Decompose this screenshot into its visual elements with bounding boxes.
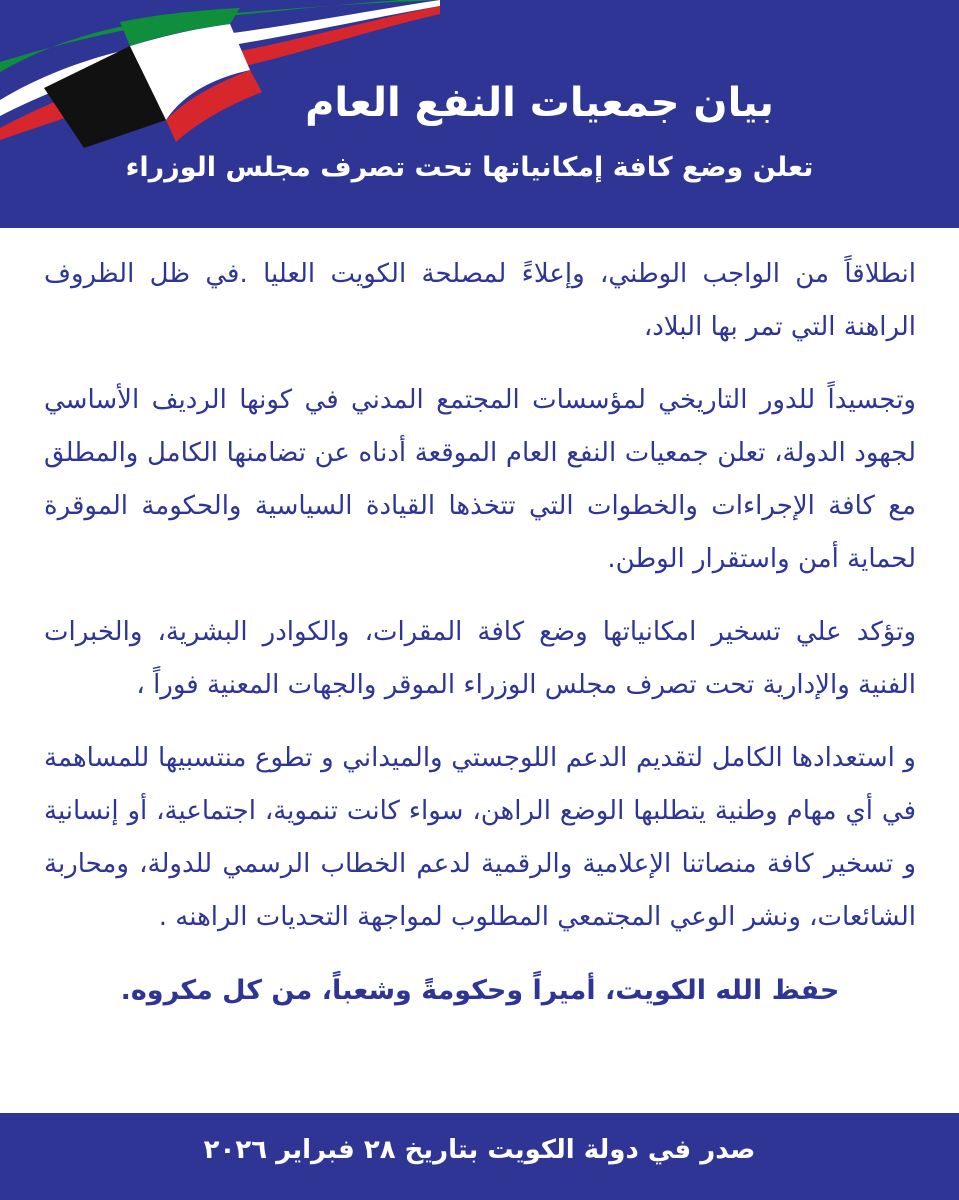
- statement-body: [44, 248, 916, 1108]
- paragraph-4: و استعدادها الكامل لتقديم الدعم اللوجستي والميداني و تطوع منتسبيها للمساهمة في أي مهام وطنية يتطلبها الوضع الراهن، سواء كانت تنموية، اجتماعية، أو إنسانية و تسخير كافة منصاتنا الإعلامية والرقمية لدعم الخطاب الرسمي للدولة، ومحاربة الشائعات، ونشر الوعي المجتمعي المطلوب لمواجهة التحديات الراهنه .: [44, 743, 916, 932]
- paragraph-2: وتجسيداً للدور التاريخي لمؤسسات المجتمع المدني في كونها الرديف الأساسي لجهود الدولة، تعلن جمعيات النفع العام الموقعة أدناه عن تضامنها الكامل والمطلق مع كافة الإجراءات والخطوات التي تتخذها القيادة السياسية والحكومة الموقرة لحماية أمن واستقرار الوطن.: [44, 385, 916, 574]
- paragraph-3: وتؤكد علي تسخير امكانياتها وضع كافة المقرات، والكوادر البشرية، والخبرات الفنية والإدارية تحت تصرف مجلس الوزراء الموقر والجهات المعنية فوراً ،: [44, 617, 916, 700]
- header-banner: [0, 0, 959, 228]
- closing-prayer: حفظ الله الكويت، أميراً وحكومةً وشعباً، من كل مكروه.: [120, 975, 840, 1006]
- paragraph-1: انطلاقاً من الواجب الوطني، وإعلاءً لمصلحة الكويت العليا .في ظل الظروف الراهنة التي تمر بها البلاد،: [44, 259, 916, 342]
- issued-date: صدر في دولة الكويت بتاريخ ٢٨ فبراير ٢٠٢٦: [203, 1135, 756, 1165]
- statement-title: بيان جمعيات النفع العام: [305, 80, 774, 126]
- statement-subtitle: تعلن وضع كافة إمكانياتها تحت تصرف مجلس الوزراء: [125, 152, 814, 183]
- footer-banner: [0, 1113, 959, 1200]
